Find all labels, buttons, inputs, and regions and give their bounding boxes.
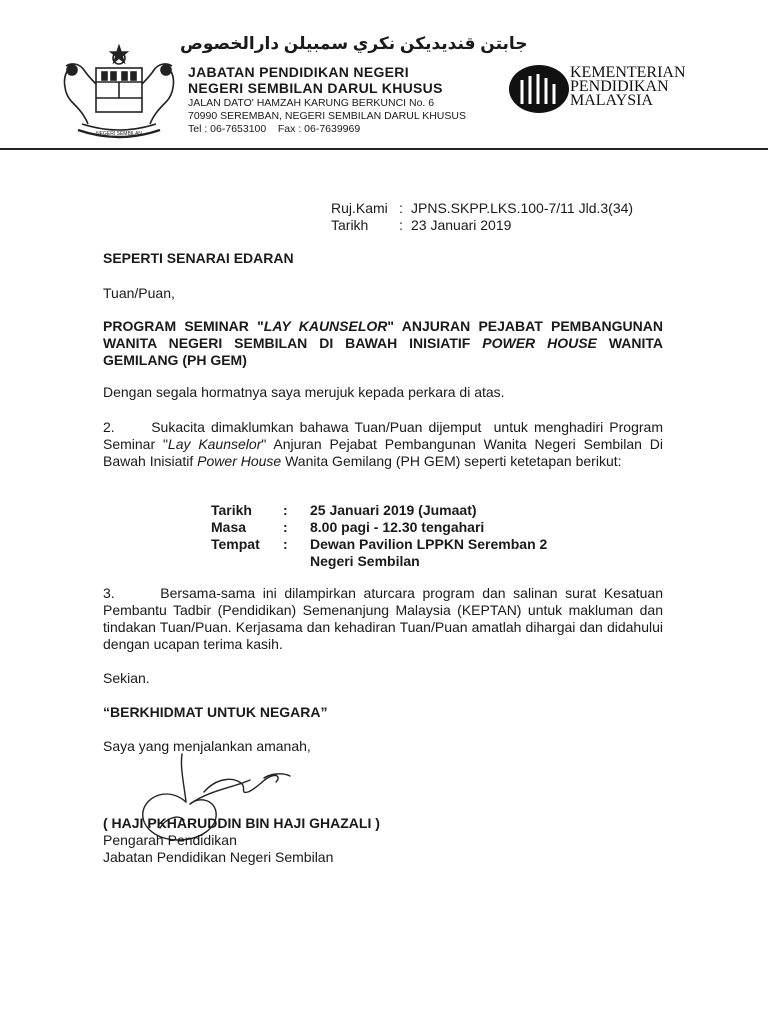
motto: “BERKHIDMAT UNTUK NEGARA” [103, 704, 328, 720]
event-time-label: Masa [211, 519, 247, 535]
subject-part1: PROGRAM SEMINAR " [103, 318, 264, 334]
event-venue-label: Tempat [211, 536, 260, 552]
department-name-jawi: جابتن قنديديكن نكري سمبيلن دارالخصوص [180, 34, 528, 53]
letterhead-divider [0, 148, 768, 150]
para2-b: " Anjuran Pejabat Pembangunan Wanita Negeri Sembilan Di Bawah Inisiatif [103, 436, 667, 469]
signatory-office: Jabatan Pendidikan Negeri Sembilan [103, 849, 334, 865]
event-date-value: 25 Januari 2019 (Jumaat) [310, 502, 477, 518]
subject-lay: LAY KAUNSELOR [263, 318, 388, 334]
event-venue-value: Dewan Pavilion LPPKN Seremban 2 [310, 536, 548, 552]
subject-part3: WANITA GEMILANG (PH GEM) [103, 335, 663, 368]
intro-paragraph: Dengan segala hormatnya saya merujuk kepada perkara di atas. [103, 384, 505, 400]
ref-value: JPNS.SKPP.LKS.100-7/11 Jld.3(34) [411, 200, 634, 216]
closing: Sekian. [103, 670, 150, 686]
address-line2: 70990 SEREMBAN, NEGERI SEMBILAN DARUL KHUSUS [188, 110, 466, 122]
subject-ph: POWER HOUSE [482, 335, 597, 351]
department-name-line2: NEGERI SEMBILAN DARUL KHUSUS [188, 80, 443, 96]
paragraph-3: 3. Bersama-sama ini dilampirkan aturcara program dan salinan surat Kesatuan Pembantu Tadbir (Pendidikan) Semenanjung Malaysia (KEPTAN) untuk makluman dan tindakan Tuan/Puan. Kerjasama dan kehadiran Tuan/Puan amatlah dihargai dan didahului dengan ucapan terima kasih. [103, 585, 667, 652]
salutation: Tuan/Puan, [103, 285, 175, 301]
ministry-line2: PENDIDIKAN [570, 78, 669, 95]
subject [103, 318, 663, 369]
tel-fax: Tel : 06-7653100 Fax : 06-7639969 [188, 123, 361, 135]
state-crest-logo [58, 44, 180, 144]
ministry-name [570, 66, 686, 108]
department-name-line1: JABATAN PENDIDIKAN NEGERI [188, 64, 409, 80]
event-date-label: Tarikh [211, 502, 252, 518]
event-venue-value-2: Negeri Sembilan [310, 553, 420, 569]
ref-label: Ruj.Kami [331, 200, 388, 216]
reference-block: Ruj.Kami : JPNS.SKPP.LKS.100-7/11 Jld.3(34) Tarikh : 23 Januari 2019 [331, 200, 634, 233]
event-details: Tarikh : 25 Januari 2019 (Jumaat) Masa : 8.00 pagi - 12.30 tengahari Tempat : Dewan Pavilion LPPKN Seremban 2 Negeri Sembilan [211, 502, 548, 569]
paragraph-2 [103, 419, 667, 470]
ministry-logo [508, 64, 570, 114]
date-value: 23 Januari 2019 [411, 217, 512, 233]
para2-a: 2. Sukacita dimaklumkan bahawa Tuan/Puan dijemput untuk menghadiri Program Seminar " [103, 419, 667, 452]
para2-ph: Power House [197, 453, 282, 469]
event-time-value: 8.00 pagi - 12.30 tengahari [310, 519, 485, 535]
para2-lay: Lay Kaunselor [167, 436, 262, 452]
ministry-line3: MALAYSIA [570, 92, 653, 109]
date-label: Tarikh [331, 217, 369, 233]
address-line1: JALAN DATO' HAMZAH KARUNG BERKUNCI No. 6 [188, 97, 435, 109]
subject-part2: " ANJURAN PEJABAT PEMBANGUNAN WANITA NEGERI SEMBILAN DI BAWAH INISIATIF [103, 318, 663, 351]
svg-text:NEGERI SEMBILAN: NEGERI SEMBILAN [96, 131, 142, 137]
ministry-line1: KEMENTERIAN [570, 64, 686, 81]
signatory-name: ( HAJI PKHARUDDIN BIN HAJI GHAZALI ) [103, 815, 380, 831]
signatory-title: Pengarah Pendidikan [103, 832, 237, 848]
para2-c: Wanita Gemilang (PH GEM) seperti ketetapan berikut: [281, 453, 622, 469]
recipient: SEPERTI SENARAI EDARAN [103, 250, 294, 266]
trust-line: Saya yang menjalankan amanah, [103, 738, 311, 754]
